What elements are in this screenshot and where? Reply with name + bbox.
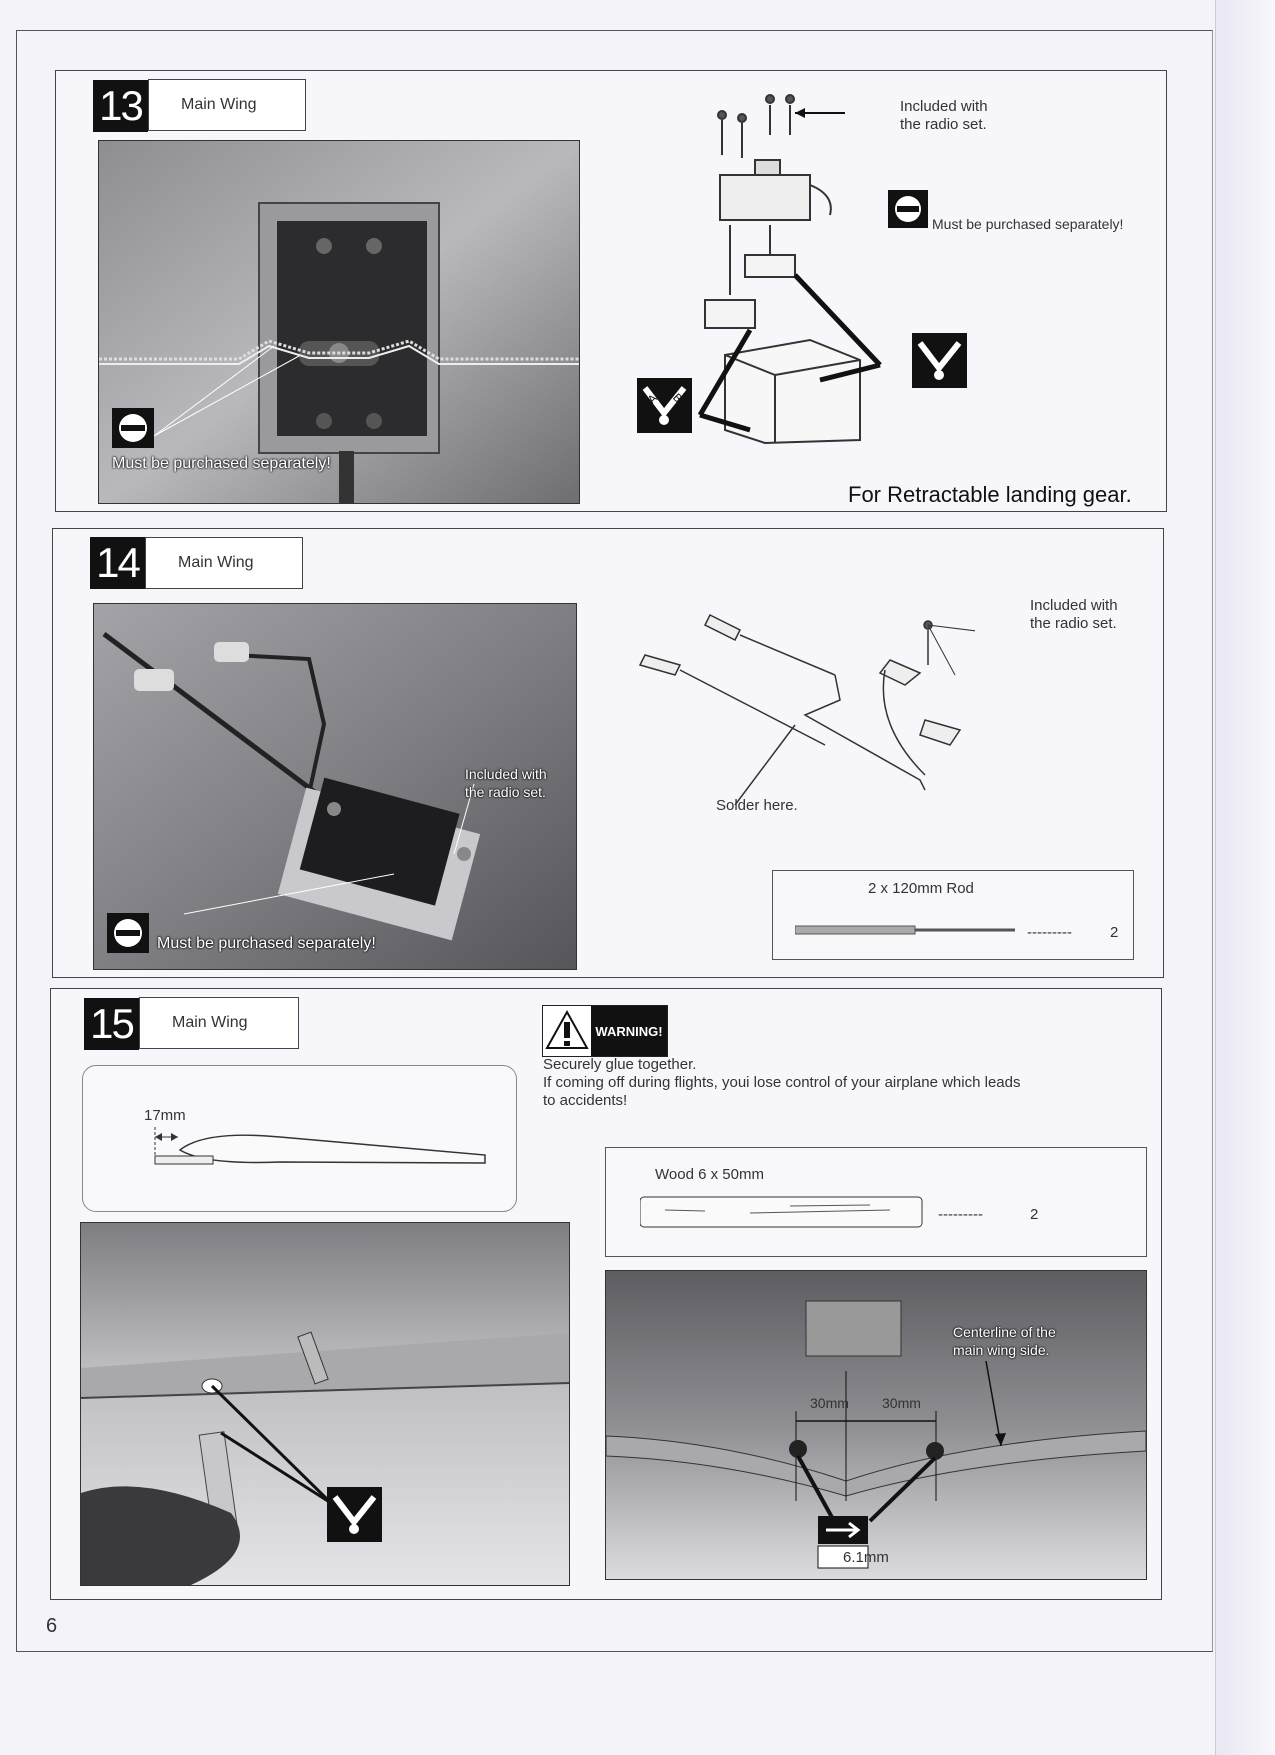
step-14-photo-purchase-label: Must be purchased separately! — [157, 935, 376, 952]
screwdriver-icon — [112, 408, 154, 448]
step-14-rod-dashes: --------- — [1027, 924, 1072, 941]
warning-triangle-icon — [543, 1006, 591, 1054]
wing-dowel-photo — [81, 1223, 569, 1585]
warning-line-2: If coming off during flights, youi lose control of your airplane which leads — [543, 1074, 1021, 1091]
svg-text:A: A — [645, 391, 660, 407]
step-15-number: 15 — [84, 998, 139, 1050]
step-13-retract-label: For Retractable landing gear. — [848, 482, 1132, 507]
step-14-diagram-included-label: Included with the radio set. — [1030, 597, 1118, 632]
step-13-photo — [98, 140, 580, 504]
warning-line-3: to accidents! — [543, 1092, 628, 1109]
step-15-drill-label: 6.1mm — [843, 1549, 889, 1566]
glue-ab-icon — [637, 378, 692, 433]
step-15-wood-dashes: --------- — [938, 1206, 983, 1223]
wood-dowel-illustration — [640, 1195, 925, 1230]
step-14-rod-title: 2 x 120mm Rod — [868, 880, 974, 897]
step-14-solder-label: Solder here. — [716, 797, 798, 814]
step-13-number: 13 — [93, 80, 148, 132]
step-15-wood-qty: 2 — [1030, 1206, 1039, 1223]
step-15-dim-30-right: 30mm — [882, 1395, 921, 1411]
warning-label: WARNING! — [591, 1006, 667, 1056]
svg-text:B: B — [670, 390, 685, 406]
step-15-dim-17: 17mm — [144, 1107, 186, 1124]
step-14-rod-qty: 2 — [1110, 924, 1119, 941]
glue-ab-icon — [327, 1487, 382, 1542]
wing-centerline-photo — [606, 1271, 1146, 1579]
airfoil-diagram — [150, 1125, 490, 1170]
servo-in-wing-photo — [99, 141, 579, 503]
rod-illustration — [795, 920, 1025, 940]
page-edge-shadow — [1215, 0, 1275, 1755]
screwdriver-icon — [107, 913, 149, 953]
step-13-included-label: Included with the radio set. — [900, 98, 988, 133]
step-13-title — [148, 79, 306, 131]
step-14-title-text: Main Wing — [178, 554, 254, 571]
step-15-left-photo — [80, 1222, 570, 1586]
step-13-title-text: Main Wing — [181, 96, 257, 113]
step-15-centerline-label: Centerline of the main wing side. — [953, 1324, 1056, 1358]
step-14-number: 14 — [90, 537, 145, 589]
step-14-title — [145, 537, 303, 589]
step-15-dim-30-left: 30mm — [810, 1395, 849, 1411]
step-14-photo-included-label: Included with the radio set. — [465, 766, 547, 800]
page-number: 6 — [46, 1615, 58, 1637]
step-14-pushrod-diagram — [635, 605, 975, 805]
step-15-title-text: Main Wing — [172, 1014, 248, 1031]
step-15-wood-title: Wood 6 x 50mm — [655, 1166, 764, 1183]
step-15-title — [139, 997, 299, 1049]
warning-line-1: Securely glue together. — [543, 1056, 697, 1073]
step-13-purchase-label: Must be purchased separately! — [932, 216, 1124, 232]
glue-ab-icon — [912, 333, 967, 388]
screwdriver-icon — [888, 190, 928, 228]
warning-badge — [542, 1005, 668, 1057]
step-15-right-photo — [605, 1270, 1147, 1580]
step-13-photo-purchase-label: Must be purchased separately! — [112, 455, 331, 472]
